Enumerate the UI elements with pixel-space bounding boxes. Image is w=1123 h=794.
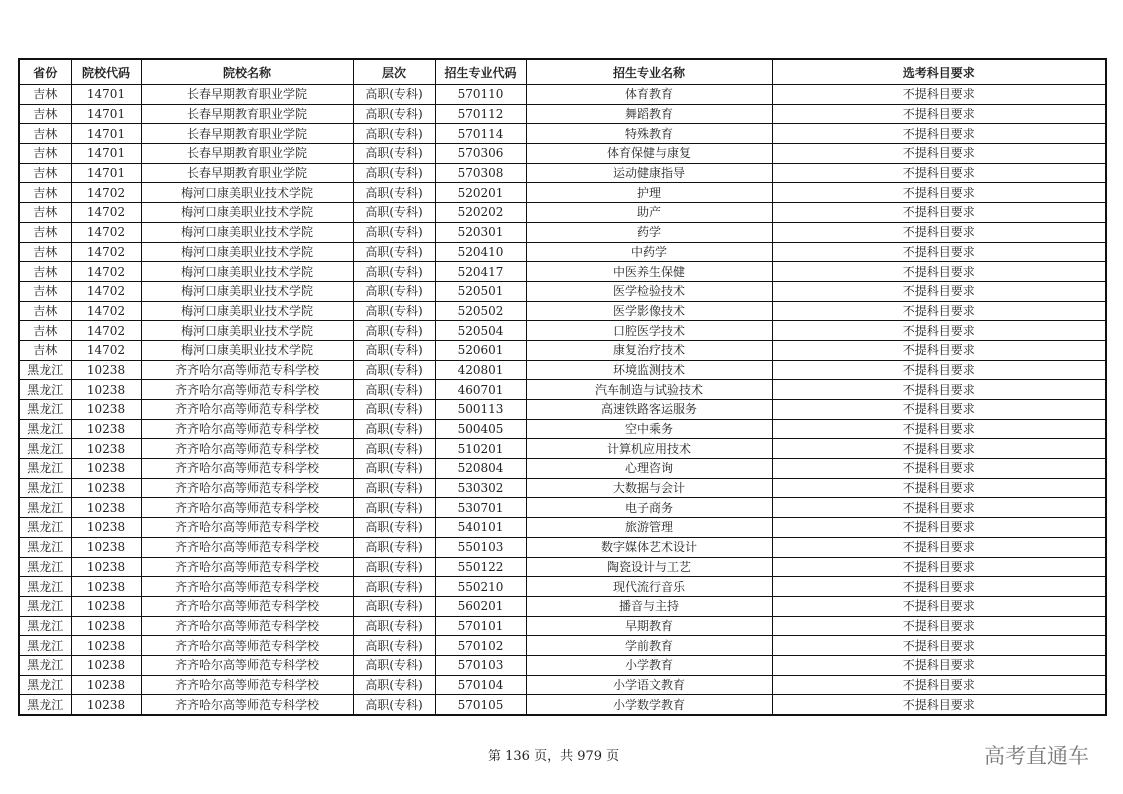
cell-major-name: 运动健康指导 <box>526 163 772 183</box>
cell-province: 吉林 <box>19 242 71 262</box>
table-row <box>19 636 1106 656</box>
cell-school-code: 10238 <box>71 400 141 420</box>
cell-major-name: 现代流行音乐 <box>526 577 772 597</box>
cell-province: 黑龙江 <box>19 616 71 636</box>
cell-major-name: 心理咨询 <box>526 459 772 479</box>
table-row <box>19 163 1106 183</box>
cell-subject-requirement: 不提科目要求 <box>772 537 1106 557</box>
cell-province: 黑龙江 <box>19 459 71 479</box>
cell-subject-requirement: 不提科目要求 <box>772 557 1106 577</box>
table-row <box>19 242 1106 262</box>
cell-subject-requirement: 不提科目要求 <box>772 301 1106 321</box>
cell-province: 黑龙江 <box>19 675 71 695</box>
cell-level: 高职(专科) <box>353 478 435 498</box>
cell-major-code: 570103 <box>435 655 526 675</box>
table-row <box>19 222 1106 242</box>
header-major-code: 招生专业代码 <box>435 59 526 85</box>
cell-subject-requirement: 不提科目要求 <box>772 85 1106 105</box>
cell-major-code: 520502 <box>435 301 526 321</box>
cell-major-code: 520202 <box>435 203 526 223</box>
cell-level: 高职(专科) <box>353 459 435 479</box>
cell-major-name: 助产 <box>526 203 772 223</box>
cell-major-name: 护理 <box>526 183 772 203</box>
table-row <box>19 104 1106 124</box>
cell-school-name: 齐齐哈尔高等师范专科学校 <box>141 695 353 715</box>
cell-level: 高职(专科) <box>353 85 435 105</box>
cell-level: 高职(专科) <box>353 262 435 282</box>
cell-major-code: 520301 <box>435 222 526 242</box>
cell-province: 黑龙江 <box>19 400 71 420</box>
cell-major-name: 早期教育 <box>526 616 772 636</box>
cell-subject-requirement: 不提科目要求 <box>772 675 1106 695</box>
cell-province: 吉林 <box>19 340 71 360</box>
header-subject-requirement: 选考科目要求 <box>772 59 1106 85</box>
cell-major-code: 570104 <box>435 675 526 695</box>
table-row <box>19 183 1106 203</box>
cell-school-code: 10238 <box>71 675 141 695</box>
cell-major-code: 520601 <box>435 340 526 360</box>
cell-school-code: 14702 <box>71 262 141 282</box>
cell-major-name: 医学检验技术 <box>526 281 772 301</box>
cell-school-code: 14701 <box>71 124 141 144</box>
cell-province: 黑龙江 <box>19 380 71 400</box>
admissions-table <box>18 58 1107 716</box>
cell-major-code: 570102 <box>435 636 526 656</box>
cell-major-code: 500405 <box>435 419 526 439</box>
table-row <box>19 596 1106 616</box>
cell-school-name: 齐齐哈尔高等师范专科学校 <box>141 459 353 479</box>
cell-school-name: 齐齐哈尔高等师范专科学校 <box>141 596 353 616</box>
table-row <box>19 400 1106 420</box>
cell-school-name: 齐齐哈尔高等师范专科学校 <box>141 380 353 400</box>
page-number: 第 136 页，共 979 页 <box>488 749 620 764</box>
cell-school-code: 10238 <box>71 518 141 538</box>
cell-major-code: 420801 <box>435 360 526 380</box>
cell-school-name: 齐齐哈尔高等师范专科学校 <box>141 439 353 459</box>
cell-subject-requirement: 不提科目要求 <box>772 419 1106 439</box>
cell-major-code: 460701 <box>435 380 526 400</box>
cell-province: 黑龙江 <box>19 695 71 715</box>
cell-level: 高职(专科) <box>353 577 435 597</box>
cell-level: 高职(专科) <box>353 557 435 577</box>
cell-school-name: 齐齐哈尔高等师范专科学校 <box>141 577 353 597</box>
header-level: 层次 <box>353 59 435 85</box>
cell-subject-requirement: 不提科目要求 <box>772 124 1106 144</box>
cell-school-code: 14701 <box>71 144 141 164</box>
cell-major-code: 570306 <box>435 144 526 164</box>
table-row <box>19 124 1106 144</box>
cell-subject-requirement: 不提科目要求 <box>772 203 1106 223</box>
table-row <box>19 203 1106 223</box>
cell-subject-requirement: 不提科目要求 <box>772 478 1106 498</box>
cell-major-code: 550103 <box>435 537 526 557</box>
cell-school-name: 齐齐哈尔高等师范专科学校 <box>141 419 353 439</box>
cell-school-name: 长春早期教育职业学院 <box>141 144 353 164</box>
cell-subject-requirement: 不提科目要求 <box>772 360 1106 380</box>
cell-province: 黑龙江 <box>19 478 71 498</box>
cell-level: 高职(专科) <box>353 222 435 242</box>
cell-school-name: 齐齐哈尔高等师范专科学校 <box>141 675 353 695</box>
cell-major-code: 550210 <box>435 577 526 597</box>
table-row <box>19 262 1106 282</box>
cell-school-name: 齐齐哈尔高等师范专科学校 <box>141 478 353 498</box>
cell-school-name: 梅河口康美职业技术学院 <box>141 222 353 242</box>
cell-major-name: 电子商务 <box>526 498 772 518</box>
cell-province: 吉林 <box>19 222 71 242</box>
cell-major-name: 播音与主持 <box>526 596 772 616</box>
cell-major-code: 530701 <box>435 498 526 518</box>
cell-province: 黑龙江 <box>19 596 71 616</box>
cell-province: 吉林 <box>19 144 71 164</box>
cell-major-name: 中医养生保健 <box>526 262 772 282</box>
cell-school-name: 梅河口康美职业技术学院 <box>141 242 353 262</box>
cell-school-code: 14702 <box>71 222 141 242</box>
cell-province: 黑龙江 <box>19 498 71 518</box>
cell-major-name: 药学 <box>526 222 772 242</box>
cell-level: 高职(专科) <box>353 242 435 262</box>
table-row <box>19 301 1106 321</box>
table-row <box>19 419 1106 439</box>
cell-major-name: 体育教育 <box>526 85 772 105</box>
cell-level: 高职(专科) <box>353 380 435 400</box>
cell-school-name: 梅河口康美职业技术学院 <box>141 203 353 223</box>
cell-school-code: 14701 <box>71 104 141 124</box>
cell-subject-requirement: 不提科目要求 <box>772 163 1106 183</box>
cell-school-code: 10238 <box>71 537 141 557</box>
cell-province: 吉林 <box>19 281 71 301</box>
cell-major-name: 特殊教育 <box>526 124 772 144</box>
table-row <box>19 340 1106 360</box>
cell-school-code: 10238 <box>71 636 141 656</box>
cell-subject-requirement: 不提科目要求 <box>772 498 1106 518</box>
cell-level: 高职(专科) <box>353 419 435 439</box>
cell-major-name: 舞蹈教育 <box>526 104 772 124</box>
cell-level: 高职(专科) <box>353 596 435 616</box>
cell-school-code: 14702 <box>71 340 141 360</box>
cell-school-name: 齐齐哈尔高等师范专科学校 <box>141 360 353 380</box>
cell-major-code: 510201 <box>435 439 526 459</box>
cell-school-code: 14701 <box>71 163 141 183</box>
cell-major-name: 小学数学教育 <box>526 695 772 715</box>
cell-subject-requirement: 不提科目要求 <box>772 518 1106 538</box>
cell-subject-requirement: 不提科目要求 <box>772 616 1106 636</box>
cell-province: 吉林 <box>19 124 71 144</box>
table-row <box>19 577 1106 597</box>
cell-major-code: 570101 <box>435 616 526 636</box>
cell-major-name: 高速铁路客运服务 <box>526 400 772 420</box>
cell-school-code: 14702 <box>71 242 141 262</box>
cell-school-name: 齐齐哈尔高等师范专科学校 <box>141 537 353 557</box>
watermark-logo: 高考直通车 <box>984 744 1089 768</box>
cell-level: 高职(专科) <box>353 281 435 301</box>
cell-school-name: 长春早期教育职业学院 <box>141 124 353 144</box>
cell-school-code: 10238 <box>71 655 141 675</box>
cell-major-code: 570308 <box>435 163 526 183</box>
cell-school-code: 14702 <box>71 183 141 203</box>
table-row <box>19 281 1106 301</box>
cell-school-code: 14702 <box>71 321 141 341</box>
table-row <box>19 537 1106 557</box>
cell-subject-requirement: 不提科目要求 <box>772 655 1106 675</box>
cell-province: 黑龙江 <box>19 518 71 538</box>
cell-subject-requirement: 不提科目要求 <box>772 222 1106 242</box>
cell-school-name: 齐齐哈尔高等师范专科学校 <box>141 518 353 538</box>
cell-major-code: 570105 <box>435 695 526 715</box>
table-row <box>19 518 1106 538</box>
header-province: 省份 <box>19 59 71 85</box>
cell-province: 吉林 <box>19 183 71 203</box>
table-row <box>19 478 1106 498</box>
cell-subject-requirement: 不提科目要求 <box>772 104 1106 124</box>
cell-school-name: 齐齐哈尔高等师范专科学校 <box>141 498 353 518</box>
table-row <box>19 655 1106 675</box>
cell-level: 高职(专科) <box>353 518 435 538</box>
header-major-name: 招生专业名称 <box>526 59 772 85</box>
table-row <box>19 498 1106 518</box>
cell-major-name: 陶瓷设计与工艺 <box>526 557 772 577</box>
cell-major-code: 520504 <box>435 321 526 341</box>
cell-school-name: 长春早期教育职业学院 <box>141 163 353 183</box>
cell-school-code: 10238 <box>71 380 141 400</box>
cell-major-name: 计算机应用技术 <box>526 439 772 459</box>
cell-level: 高职(专科) <box>353 537 435 557</box>
table-row <box>19 360 1106 380</box>
cell-level: 高职(专科) <box>353 203 435 223</box>
cell-level: 高职(专科) <box>353 104 435 124</box>
cell-province: 吉林 <box>19 301 71 321</box>
cell-school-name: 梅河口康美职业技术学院 <box>141 262 353 282</box>
cell-major-name: 环境监测技术 <box>526 360 772 380</box>
cell-level: 高职(专科) <box>353 360 435 380</box>
cell-school-code: 10238 <box>71 557 141 577</box>
cell-school-code: 14701 <box>71 85 141 105</box>
cell-school-name: 梅河口康美职业技术学院 <box>141 321 353 341</box>
cell-province: 黑龙江 <box>19 360 71 380</box>
cell-level: 高职(专科) <box>353 695 435 715</box>
cell-major-name: 数字媒体艺术设计 <box>526 537 772 557</box>
cell-school-code: 10238 <box>71 360 141 380</box>
cell-school-name: 齐齐哈尔高等师范专科学校 <box>141 616 353 636</box>
cell-school-name: 齐齐哈尔高等师范专科学校 <box>141 655 353 675</box>
table-row <box>19 439 1106 459</box>
cell-major-name: 空中乘务 <box>526 419 772 439</box>
cell-level: 高职(专科) <box>353 340 435 360</box>
cell-major-code: 500113 <box>435 400 526 420</box>
cell-school-name: 梅河口康美职业技术学院 <box>141 340 353 360</box>
header-row <box>19 59 1106 85</box>
cell-subject-requirement: 不提科目要求 <box>772 596 1106 616</box>
cell-level: 高职(专科) <box>353 321 435 341</box>
table-row <box>19 85 1106 105</box>
cell-school-code: 14702 <box>71 281 141 301</box>
cell-subject-requirement: 不提科目要求 <box>772 577 1106 597</box>
cell-level: 高职(专科) <box>353 675 435 695</box>
cell-province: 黑龙江 <box>19 577 71 597</box>
cell-major-code: 520410 <box>435 242 526 262</box>
table-row <box>19 144 1106 164</box>
cell-level: 高职(专科) <box>353 636 435 656</box>
cell-province: 吉林 <box>19 85 71 105</box>
cell-subject-requirement: 不提科目要求 <box>772 262 1106 282</box>
cell-subject-requirement: 不提科目要求 <box>772 439 1106 459</box>
cell-school-code: 14702 <box>71 203 141 223</box>
cell-province: 黑龙江 <box>19 636 71 656</box>
cell-major-name: 大数据与会计 <box>526 478 772 498</box>
cell-level: 高职(专科) <box>353 301 435 321</box>
cell-major-name: 康复治疗技术 <box>526 340 772 360</box>
cell-province: 吉林 <box>19 321 71 341</box>
cell-major-code: 540101 <box>435 518 526 538</box>
cell-school-name: 齐齐哈尔高等师范专科学校 <box>141 636 353 656</box>
cell-major-code: 570110 <box>435 85 526 105</box>
cell-major-name: 小学语文教育 <box>526 675 772 695</box>
table-row <box>19 675 1106 695</box>
cell-major-name: 医学影像技术 <box>526 301 772 321</box>
cell-subject-requirement: 不提科目要求 <box>772 636 1106 656</box>
cell-school-name: 梅河口康美职业技术学院 <box>141 301 353 321</box>
cell-major-name: 学前教育 <box>526 636 772 656</box>
table-row <box>19 557 1106 577</box>
cell-school-code: 10238 <box>71 459 141 479</box>
cell-major-name: 小学教育 <box>526 655 772 675</box>
cell-province: 吉林 <box>19 262 71 282</box>
cell-school-name: 长春早期教育职业学院 <box>141 104 353 124</box>
cell-level: 高职(专科) <box>353 498 435 518</box>
table-row <box>19 616 1106 636</box>
cell-school-code: 10238 <box>71 439 141 459</box>
cell-level: 高职(专科) <box>353 144 435 164</box>
cell-school-code: 10238 <box>71 596 141 616</box>
cell-school-name: 齐齐哈尔高等师范专科学校 <box>141 557 353 577</box>
cell-major-code: 520201 <box>435 183 526 203</box>
cell-major-name: 口腔医学技术 <box>526 321 772 341</box>
header-school-code: 院校代码 <box>71 59 141 85</box>
cell-school-name: 梅河口康美职业技术学院 <box>141 281 353 301</box>
cell-level: 高职(专科) <box>353 163 435 183</box>
header-school-name: 院校名称 <box>141 59 353 85</box>
cell-school-code: 10238 <box>71 695 141 715</box>
cell-subject-requirement: 不提科目要求 <box>772 242 1106 262</box>
cell-major-name: 中药学 <box>526 242 772 262</box>
table-row <box>19 321 1106 341</box>
table-row <box>19 459 1106 479</box>
cell-province: 黑龙江 <box>19 557 71 577</box>
cell-subject-requirement: 不提科目要求 <box>772 695 1106 715</box>
cell-level: 高职(专科) <box>353 400 435 420</box>
cell-school-code: 10238 <box>71 498 141 518</box>
cell-province: 吉林 <box>19 203 71 223</box>
cell-level: 高职(专科) <box>353 183 435 203</box>
cell-major-name: 体育保健与康复 <box>526 144 772 164</box>
cell-province: 吉林 <box>19 104 71 124</box>
cell-subject-requirement: 不提科目要求 <box>772 400 1106 420</box>
cell-province: 黑龙江 <box>19 537 71 557</box>
cell-province: 黑龙江 <box>19 655 71 675</box>
cell-school-name: 梅河口康美职业技术学院 <box>141 183 353 203</box>
cell-school-code: 10238 <box>71 478 141 498</box>
cell-school-code: 10238 <box>71 419 141 439</box>
cell-level: 高职(专科) <box>353 655 435 675</box>
cell-major-code: 550122 <box>435 557 526 577</box>
cell-school-code: 14702 <box>71 301 141 321</box>
cell-school-code: 10238 <box>71 577 141 597</box>
cell-level: 高职(专科) <box>353 124 435 144</box>
cell-subject-requirement: 不提科目要求 <box>772 459 1106 479</box>
cell-major-code: 520417 <box>435 262 526 282</box>
cell-school-code: 10238 <box>71 616 141 636</box>
cell-major-name: 旅游管理 <box>526 518 772 538</box>
cell-level: 高职(专科) <box>353 616 435 636</box>
cell-major-name: 汽车制造与试验技术 <box>526 380 772 400</box>
cell-province: 黑龙江 <box>19 419 71 439</box>
cell-subject-requirement: 不提科目要求 <box>772 281 1106 301</box>
cell-major-code: 570112 <box>435 104 526 124</box>
cell-subject-requirement: 不提科目要求 <box>772 183 1106 203</box>
cell-major-code: 520804 <box>435 459 526 479</box>
cell-school-name: 长春早期教育职业学院 <box>141 85 353 105</box>
cell-subject-requirement: 不提科目要求 <box>772 321 1106 341</box>
cell-level: 高职(专科) <box>353 439 435 459</box>
cell-subject-requirement: 不提科目要求 <box>772 340 1106 360</box>
cell-subject-requirement: 不提科目要求 <box>772 380 1106 400</box>
cell-major-code: 560201 <box>435 596 526 616</box>
cell-major-code: 570114 <box>435 124 526 144</box>
cell-province: 黑龙江 <box>19 439 71 459</box>
table-row <box>19 695 1106 715</box>
table-row <box>19 380 1106 400</box>
table-body <box>19 85 1106 716</box>
cell-major-code: 520501 <box>435 281 526 301</box>
cell-major-code: 530302 <box>435 478 526 498</box>
cell-school-name: 齐齐哈尔高等师范专科学校 <box>141 400 353 420</box>
cell-province: 吉林 <box>19 163 71 183</box>
cell-subject-requirement: 不提科目要求 <box>772 144 1106 164</box>
